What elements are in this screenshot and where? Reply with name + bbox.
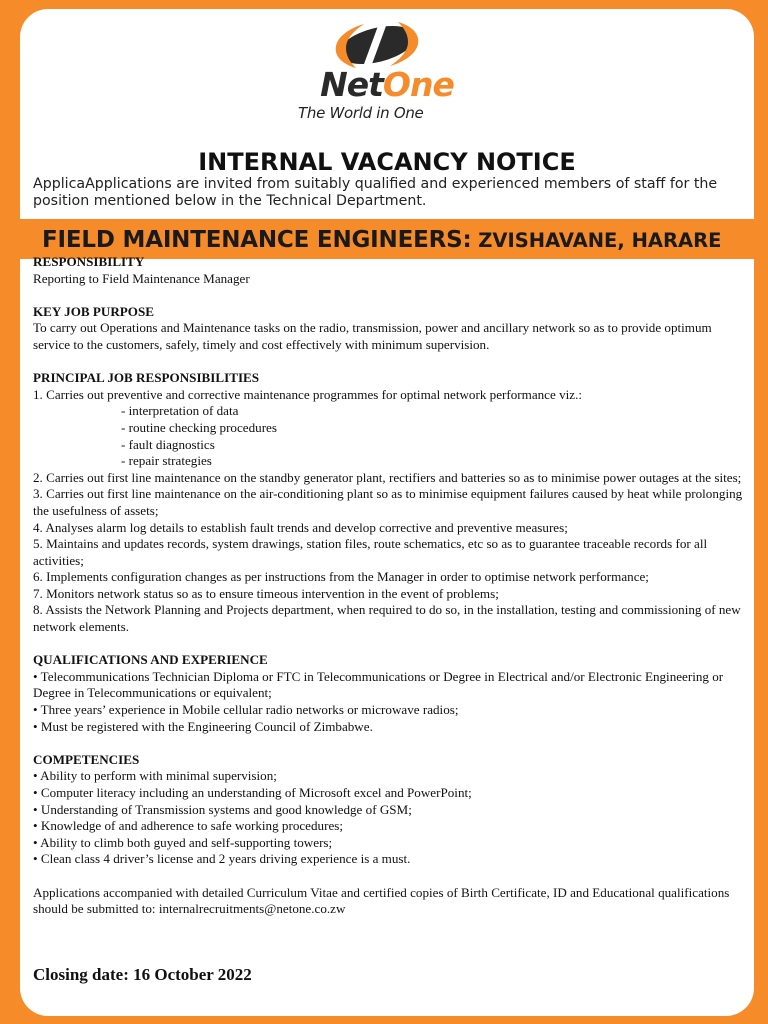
list-item: 5. Maintains and updates records, system drawings, station files, route schematics, etc so as to guarantee traceable records for all activities; [33, 536, 708, 568]
section-text: To carry out Operations and Maintenance tasks on the radio, transmission, power and ancillary network so as to provide optimum service to the customers, safely, timely and cost effectively with minimum supervision. [33, 320, 712, 352]
list-item: • Ability to climb both guyed and self-supporting towers; [33, 834, 333, 850]
section-text: Reporting to Field Maintenance Manager [33, 270, 250, 286]
section-heading: QUALIFICATIONS AND EXPERIENCE [33, 652, 268, 668]
list-item: 1. Carries out preventive and corrective maintenance programmes for optimal network performance viz.: [33, 386, 582, 402]
section-heading: KEY JOB PURPOSE [33, 303, 155, 319]
logo [20, 9, 754, 134]
closing-date: Closing date: 16 October 2022 [33, 965, 252, 984]
list-item: 6. Implements configuration changes as per instructions from the Manager in order to optimise network performance; [33, 569, 649, 585]
list-item: • Knowledge of and adherence to safe working procedures; [33, 818, 343, 834]
section-heading: RESPONSIBILITY [33, 254, 145, 269]
list-item: 7. Monitors network status so as to ensure timeous intervention in the event of problems; [33, 585, 499, 601]
sub-list-item: - routine checking procedures [121, 419, 277, 435]
list-item: • Three years’ experience in Mobile cellular radio networks or microwave radios; [33, 702, 459, 718]
list-item: • Telecommunications Technician Diploma or FTC in Telecommunications or Degree in Electrical and/or Electronic Engineering or Degree in Telecommunications or equivalent; [33, 668, 724, 701]
list-item: • Clean class 4 driver’s license and 2 years driving experience is a must. [33, 851, 411, 867]
applications-text: Applications accompanied with detailed Curriculum Vitae and certified copies of Birth Certificate, ID and Educational qualifications should be submitted to: internalrecruitments@netone.co.zw [33, 884, 730, 917]
logo-wordmark: NetOne [320, 65, 454, 104]
list-item: • Must be registered with the Engineering Council of Zimbabwe. [33, 718, 373, 734]
list-item: 2. Carries out first line maintenance on the standby generator plant, rectifiers and batteries so as to minimise power outages at the sites; [33, 469, 742, 485]
netone-logo-icon [328, 22, 426, 68]
sub-list-item: - repair strategies [121, 453, 212, 469]
intro-paragraph: ApplicaApplications are invited from suitably qualified and experienced members of staff for the position mentioned below in the Technical Department. [33, 176, 718, 209]
page-title: INTERNAL VACANCY NOTICE [198, 148, 576, 176]
notice-card [20, 9, 754, 1016]
notice-body [33, 254, 745, 918]
list-item: • Understanding of Transmission systems and good knowledge of GSM; [33, 801, 412, 817]
section-heading: COMPETENCIES [33, 751, 140, 767]
section-heading: PRINCIPAL JOB RESPONSIBILITIES [33, 370, 260, 386]
list-item: 4. Analyses alarm log details to establish fault trends and develop corrective and preventive measures; [33, 519, 568, 535]
position-banner [20, 219, 754, 259]
logo-tagline: The World in One [298, 104, 424, 122]
list-item: 8. Assists the Network Planning and Projects department, when required to do so, in the installation, testing and commissioning of new network elements. [33, 602, 741, 635]
sub-list-item: - fault diagnostics [121, 436, 215, 452]
sub-list-item: - interpretation of data [121, 403, 239, 419]
position-title: FIELD MAINTENANCE ENGINEERS: ZVISHAVANE, HARARE [42, 227, 722, 253]
list-item: • Computer literacy including an understanding of Microsoft excel and PowerPoint; [33, 785, 472, 800]
list-item: 3. Carries out first line maintenance on the air-conditioning plant so as to minimise equipment failures caused by heat while prolonging the usefulness of assets; [33, 486, 743, 518]
list-item: • Ability to perform with minimal supervision; [33, 768, 277, 784]
